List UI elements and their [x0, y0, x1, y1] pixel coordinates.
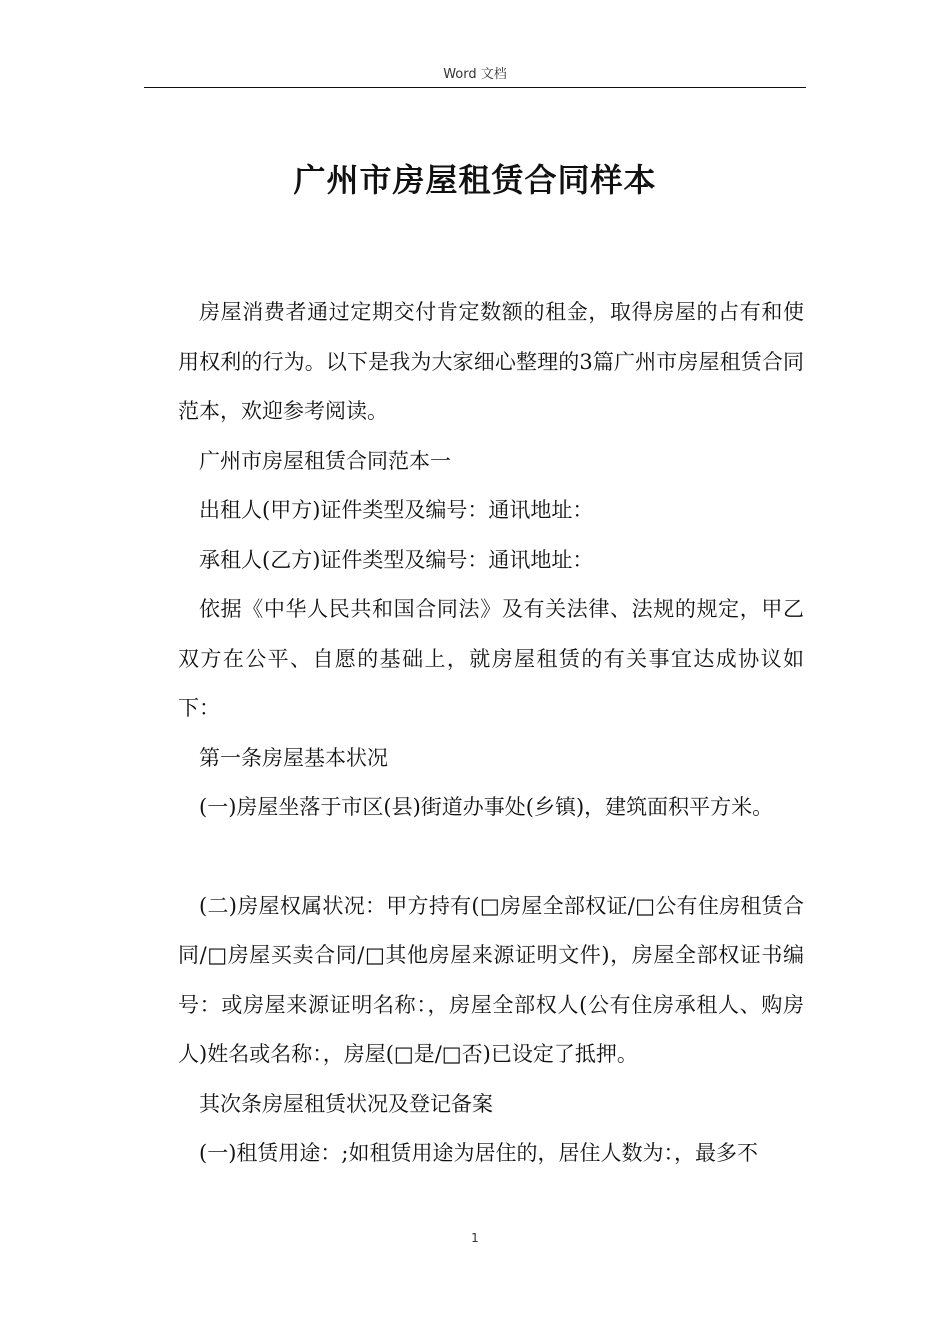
section-heading: 广州市房屋租赁合同范本一 [199, 448, 451, 473]
intro-paragraph: 房屋消费者通过定期交付肯定数额的租金，取得房屋的占有和使用权利的行为。以下是我为大家细心整理的3篇广州市房屋租赁合同范本，欢迎参考阅读。 [178, 300, 804, 423]
lessor-line: 出租人(甲方)证件类型及编号：通讯地址： [199, 498, 594, 522]
document-title: 广州市房屋租赁合同样本 [293, 161, 657, 199]
page-header: Word 文档 [443, 67, 507, 82]
clause-paragraph: (一)房屋坐落于市区(县)街道办事处(乡镇)，建筑面积平方米。 [199, 795, 774, 819]
ownership-paragraph: (二)房屋权属状况：甲方持有(□房屋全部权证/□公有住房租赁合同/□房屋买卖合同/□其他房屋来源证明文件)，房屋全部权证书编号：或房屋来源证明名称：，房屋全部权人(公有住房承租人、购房人)姓名或名称：，房屋(□是/□否)已设定了抵押。 [178, 893, 804, 1066]
document-body [178, 288, 804, 1179]
lessee-line: 承租人(乙方)证件类型及编号：通讯地址： [199, 547, 594, 572]
page-number: 1 [471, 1231, 479, 1245]
article-heading: 第一条房屋基本状况 [199, 745, 388, 770]
article-heading: 其次条房屋租赁状况及登记备案 [199, 1091, 493, 1116]
clause-paragraph: (一)租赁用途：;如租赁用途为居住的，居住人数为：，最多不 [199, 1141, 758, 1165]
basis-paragraph: 依据《中华人民共和国合同法》及有关法律、法规的规定，甲乙双方在公平、自愿的基础上，就房屋租赁的有关事宜达成协议如下： [178, 597, 804, 720]
header-divider [144, 87, 806, 88]
